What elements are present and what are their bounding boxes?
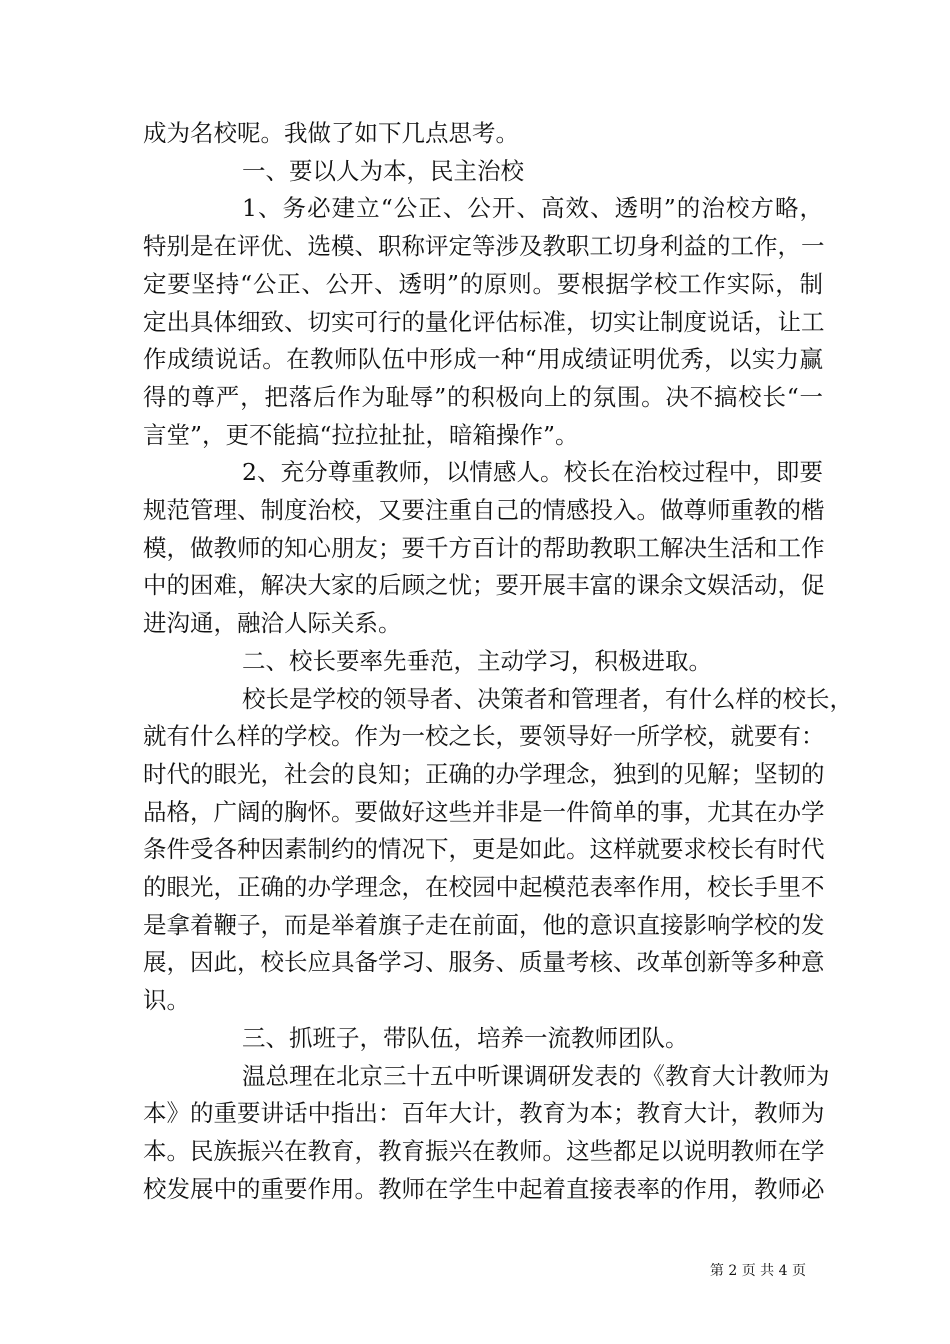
text-line: 展，因此，校长应具备学习、服务、质量考核、改革创新等多种意 (143, 948, 825, 977)
text-line: 规范管理、制度治校，又要注重自己的情感投入。做尊师重教的楷 (143, 496, 825, 524)
text-line: 2、充分尊重教师，以情感人。校长在治校过程中，即要 (242, 458, 823, 487)
text-line: 就有什么样的学校。作为一校之长，要领导好一所学校，就要有： (143, 722, 825, 751)
text-line: 识。 (143, 986, 190, 1015)
text-line: 1、务必建立“公正、公开、高效、透明”的治校方略， (242, 194, 823, 223)
page-number: 第 2 页 共 4 页 (709, 1263, 806, 1279)
text-line: 定要坚持“公正、公开、透明”的原则。要根据学校工作实际，制 (143, 269, 823, 298)
text-line: 二、校长要率先垂范，主动学习，积极进取。 (242, 646, 712, 675)
text-line: 温总理在北京三十五中听课调研发表的《教育大计教师为 (242, 1061, 830, 1090)
text-line: 本》的重要讲话中指出：百年大计，教育为本；教育大计，教师为 (143, 1099, 825, 1128)
text-line: 时代的眼光，社会的良知；正确的办学理念，独到的见解；坚韧的 (143, 759, 825, 788)
text-line: 校长是学校的领导者、决策者和管理者，有什么样的校长， (242, 684, 853, 713)
text-line: 模，做教师的知心朋友；要千方百计的帮助教职工解决生活和工作 (143, 533, 825, 562)
text-line: 进沟通，融洽人际关系。 (143, 609, 402, 638)
text-line: 得的尊严，把落后作为耻辱”的积极向上的氛围。决不搞校长“一 (143, 382, 823, 411)
text-line: 定出具体细致、切实可行的量化评估标准，切实让制度说话，让工 (143, 307, 825, 336)
text-line: 作成绩说话。在教师队伍中形成一种“用成绩证明优秀，以实力赢 (143, 345, 823, 374)
text-line: 一、要以人为本，民主治校 (242, 156, 524, 185)
text-line: 本。民族振兴在教育，教育振兴在教师。这些都足以说明教师在学 (143, 1136, 825, 1165)
text-line: 的眼光，正确的办学理念，在校园中起模范表率作用，校长手里不 (143, 873, 825, 901)
text-line: 条件受各种因素制约的情况下，更是如此。这样就要求校长有时代 (143, 835, 825, 864)
text-line: 特别是在评优、选模、职称评定等涉及教职工切身利益的工作，一 (143, 232, 825, 261)
text-line: 中的困难，解决大家的后顾之忧；要开展丰富的课余文娱活动，促 (143, 571, 825, 600)
text-line: 品格，广阔的胸怀。要做好这些并非是一件简单的事，尤其在办学 (143, 797, 825, 826)
text-line: 三、抓班子，带队伍，培养一流教师团队。 (242, 1023, 689, 1052)
text-line: 成为名校呢。我做了如下几点思考。 (143, 119, 519, 147)
text-line: 校发展中的重要作用。教师在学生中起着直接表率的作用，教师必 (143, 1174, 825, 1203)
text-line: 言堂”，更不能搞“拉拉扯扯，暗箱操作”。 (143, 420, 579, 449)
text-line: 是拿着鞭子，而是举着旗子走在前面，他的意识直接影响学校的发 (143, 910, 825, 939)
